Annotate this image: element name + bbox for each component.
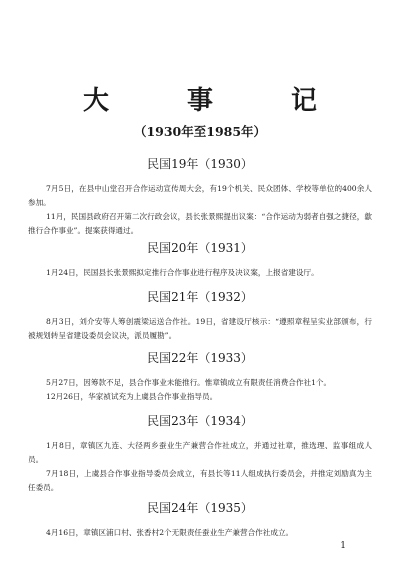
entry: 11月，民国县政府召开第二次行政会议，县长张景熙提出议案：“合作运动为弱者自强之捷径，歙推行合作事业”。提案获得通过。	[28, 212, 372, 235]
section-year: 民国19年（1930）	[147, 157, 253, 171]
section-1932	[28, 289, 372, 343]
section-year: 民国23年（1934）	[147, 414, 253, 428]
section-year: 民国24年（1935）	[147, 501, 253, 515]
page-subtitle: （1930年至1985年）	[133, 124, 267, 139]
entry: 1月8日，章镇区九连、大径两乡蚕业生产兼营合作社成立，并通过社章，推选理、监事组成人员。	[28, 441, 372, 464]
page-title: 大 事 记	[82, 86, 343, 116]
entry: 7月5日，在县中山堂召开合作运动宣传周大会，有19个机关、民众团体、学校等单位的400余人参加。	[28, 184, 372, 207]
section-1934	[28, 413, 372, 495]
entry: 12月26日，华家祯试充为上虞县合作事业指导员。	[46, 392, 218, 401]
section-1930	[28, 156, 372, 238]
entry: 5月27日，因筹款不足，县合作事业未能推行。惟章镇成立有限责任消费合作社1个。	[46, 378, 332, 387]
section-1931	[28, 240, 372, 280]
section-1935	[28, 500, 372, 540]
page-number: 1	[340, 541, 346, 551]
section-year: 民国22年（1933）	[147, 351, 253, 365]
section-year: 民国20年（1931）	[147, 241, 253, 255]
entry: 4月16日，章镇区浦口村、张香村2个无限责任蚕业生产兼营合作社成立。	[46, 528, 294, 537]
section-1933	[28, 350, 372, 404]
section-year: 民国21年（1932）	[147, 290, 253, 304]
entry: 7月18日，上虞县合作事业指导委员会成立，有县长等11人组成执行委员会，并推定刘励真为主任委员。	[28, 469, 372, 492]
entry: 8月3日，刘介安等人筹创震梁运送合作社。19日，省建设厅核示：“遵照章程呈实业部颁布，行被规划转呈省建设委员会议决，派员履勘”。	[28, 317, 372, 340]
entry: 1月24日，民国县长张景熙拟定推行合作事业进行程序及决议案，上报省建设厅。	[46, 268, 319, 277]
